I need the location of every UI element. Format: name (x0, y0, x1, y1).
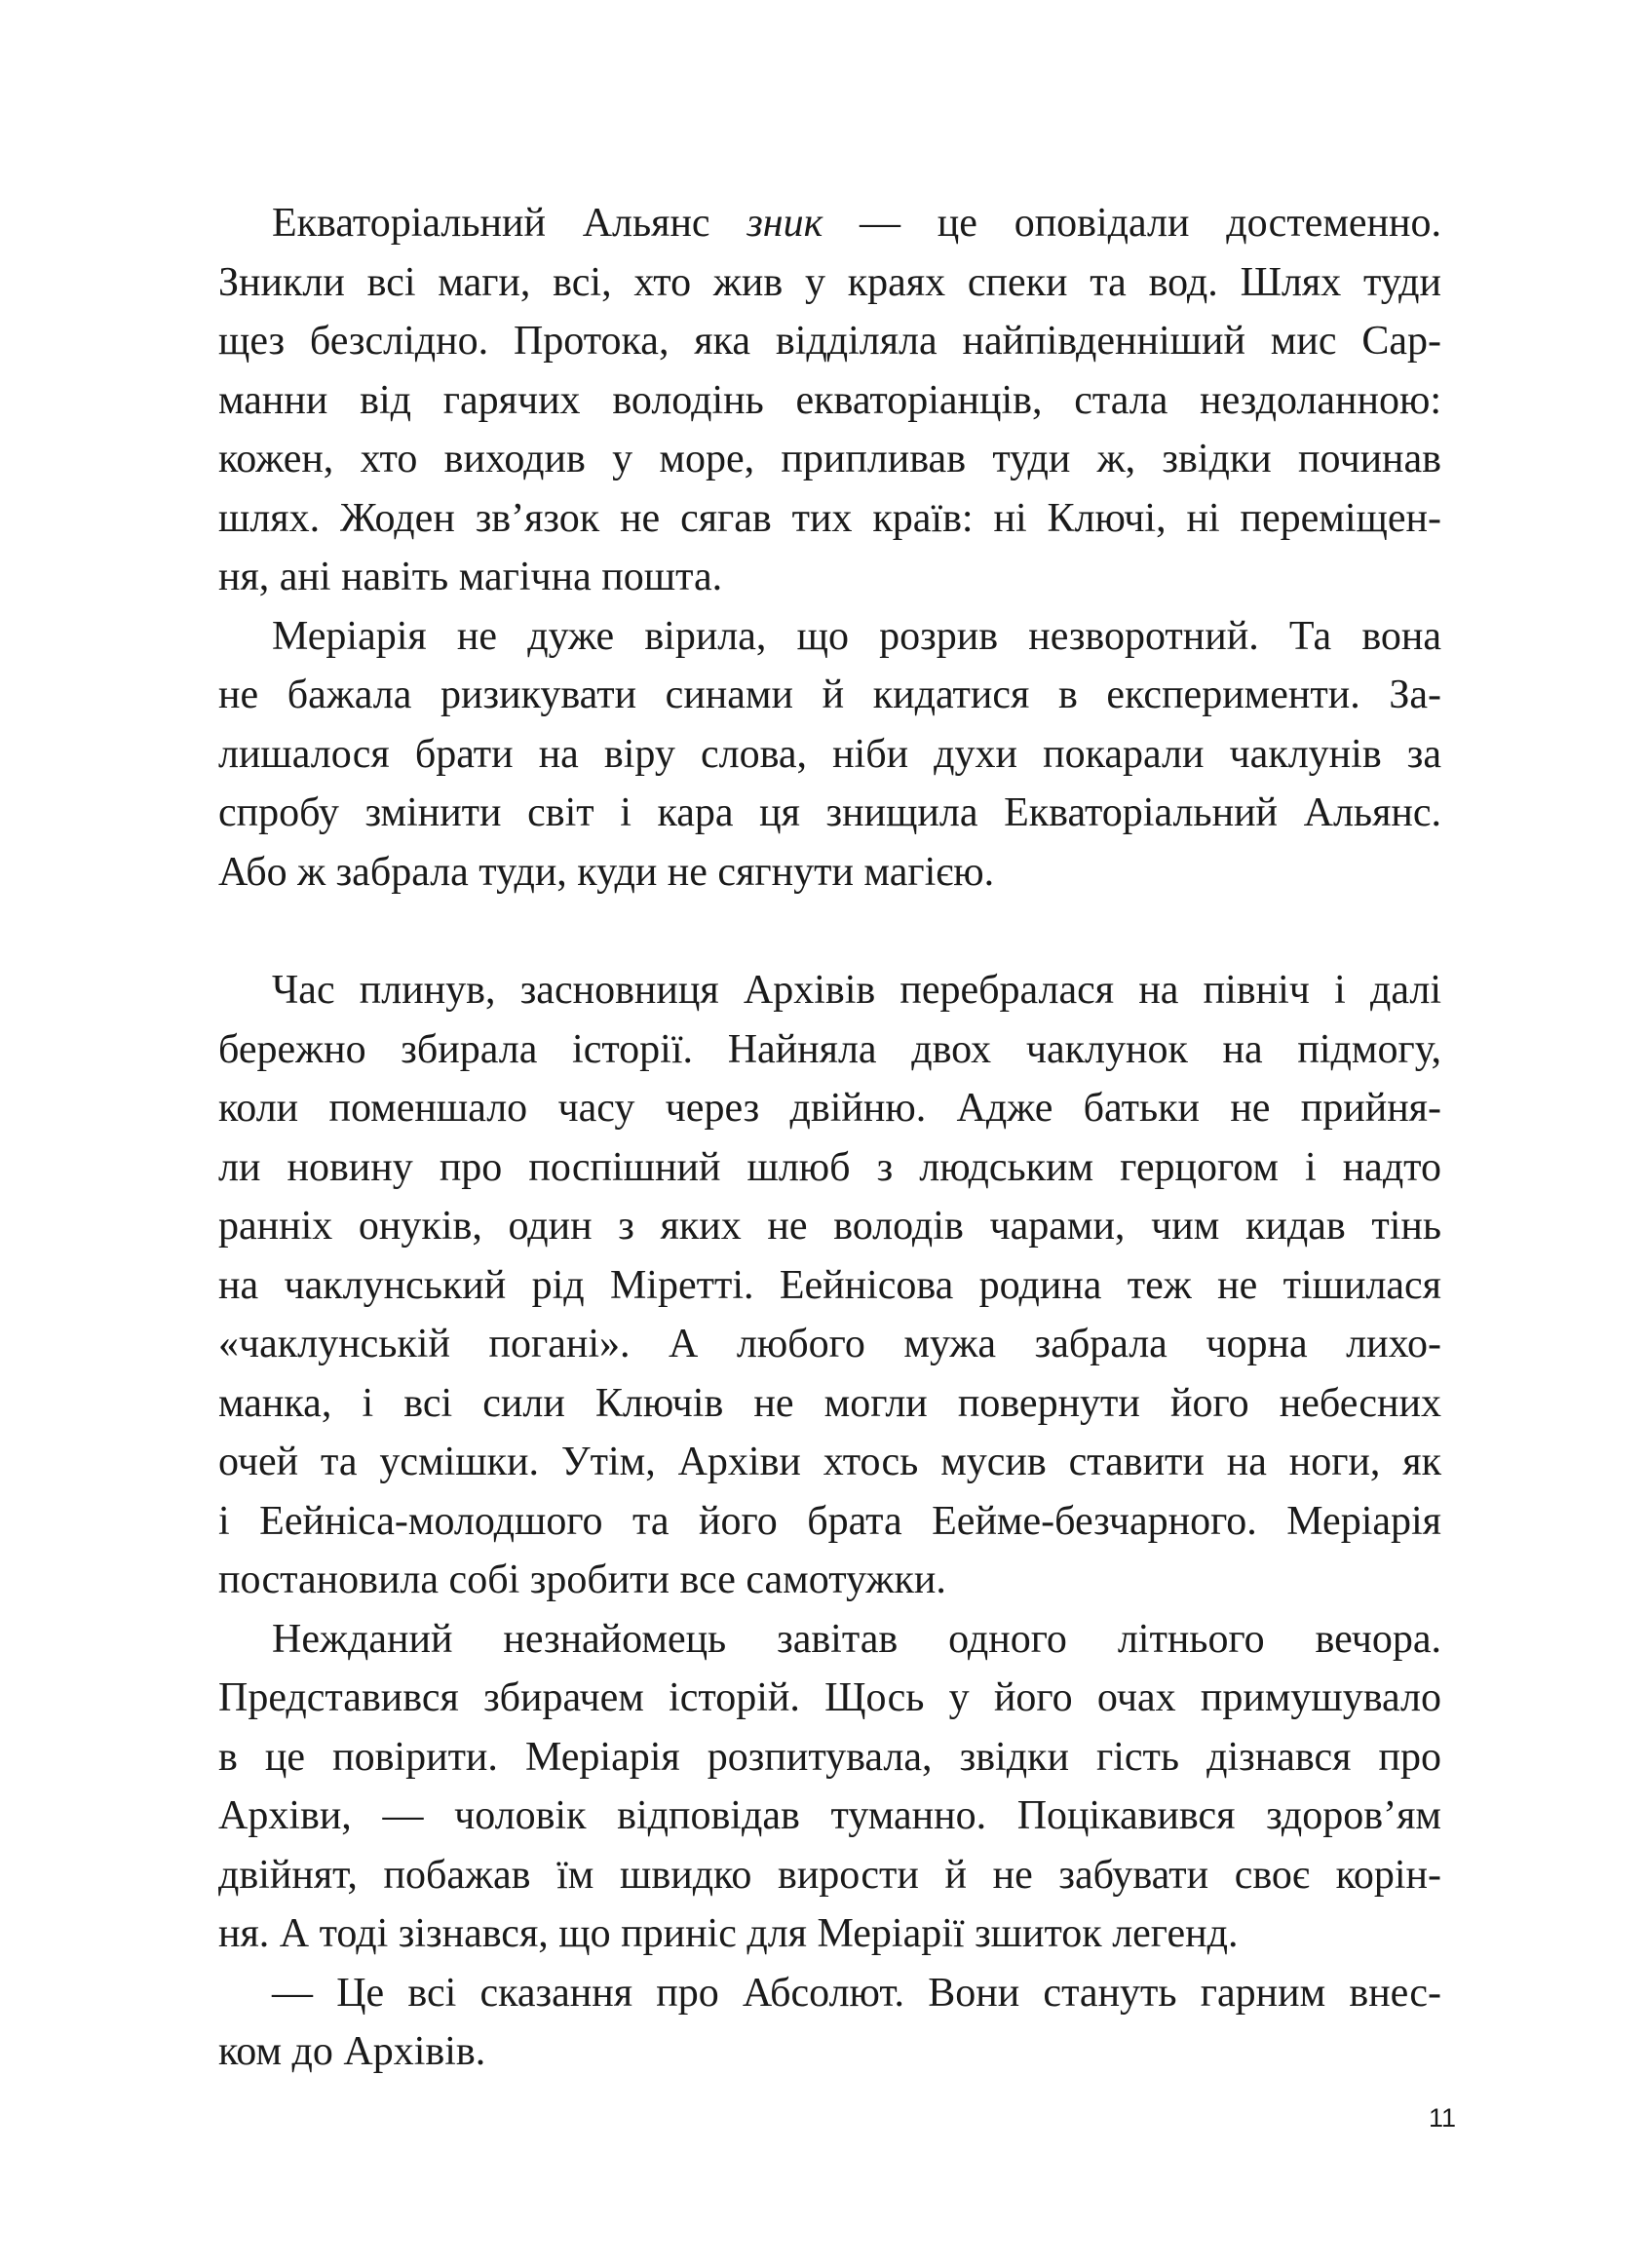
text-line: не бажала ризикувати синами й кидатися в експерименти. За- (218, 673, 1441, 717)
text-line: Архіви, — чоловік відповідав туманно. Поцікавився здоров’ям (218, 1793, 1441, 1838)
text-line: манка, і всі сили Ключів не могли повернути його небесних (218, 1380, 1441, 1426)
text-line: очей та усмішки. Утім, Архіви хтось мусив ставити на ноги, як (218, 1440, 1441, 1484)
text-line: Нежданий незнайомець завітав одного літнього вечора. (272, 1616, 1441, 1662)
text-line: Час плинув, засновниця Архівів перебралася на північ і далі (272, 968, 1441, 1013)
paragraph-2 (218, 607, 1441, 903)
text-line: ком до Архівів. (218, 2029, 486, 2074)
paragraph-4 (218, 1610, 1441, 1964)
text-line: спробу змінити світ і кара ця знищила Екваторіальний Альянс. (218, 790, 1441, 835)
paragraph-1 (218, 194, 1441, 607)
text-line: кожен, хто виходив у море, припливав туди ж, звідки починав (218, 437, 1441, 481)
text-line: і Еейніса-молодшого та його брата Еейме-безчарного. Меріарія (218, 1498, 1441, 1544)
text-line: «чаклунській погані». А любого мужа забрала чорна лихо- (218, 1322, 1441, 1366)
text-line: коли поменшало часу через двійню. Адже батьки не прийня- (218, 1086, 1441, 1131)
text-line: манни від гарячих володінь екваторіанців, стала нездоланною: (218, 377, 1441, 423)
text-line: Меріарія не дуже вірила, що розрив незворотний. Та вона (272, 613, 1441, 659)
paragraph-3 (218, 961, 1441, 1610)
text-line: Екваторіальний Альянс зник — це оповідали достеменно. (272, 201, 1441, 246)
text-line: ранніх онуків, один з яких не володів чарами, чим кидав тінь (218, 1204, 1441, 1249)
text-line: постановила собі зробити все самотужки. (218, 1557, 946, 1602)
page-body (218, 194, 1441, 2082)
text-line: бережно збирала історії. Найняла двох чаклунок на підмогу, (218, 1026, 1441, 1072)
text-line: Зникли всі маги, всі, хто жив у краях спеки та вод. Шлях туди (218, 259, 1441, 305)
paragraph-5 (218, 1964, 1441, 2082)
text-line: ня. А тоді зізнався, що приніс для Меріарії зшиток легенд. (218, 1911, 1239, 1956)
text-line: Або ж забрала туди, куди не сягнути магією. (218, 849, 995, 895)
text-line: на чаклунський рід Міретті. Еейнісова родина теж не тішилася (218, 1262, 1441, 1308)
text-line: щез безслідно. Протока, яка відділяла найпівденніший мис Сар- (218, 319, 1441, 364)
italic-word: зник (746, 201, 823, 246)
text-line: — Це всі сказання про Абсолют. Вони стануть гарним внес- (272, 1970, 1441, 2016)
text-line: ли новину про поспішний шлюб з людським герцогом і надто (218, 1144, 1441, 1190)
text-line: лишалося брати на віру слова, ніби духи покарали чаклунів за (218, 731, 1441, 777)
text-line: Представився збирачем історій. Щось у його очах примушувало (218, 1675, 1441, 1720)
text-line: двійнят, побажав їм швидко вирости й не забувати своє корін- (218, 1852, 1441, 1898)
page-number: 11 (1429, 2103, 1457, 2133)
text-line: ня, ані навіть магічна пошта. (218, 555, 723, 599)
text-line: в це повірити. Меріарія розпитувала, звідки гість дізнався про (218, 1734, 1441, 1780)
section-break (218, 902, 1441, 961)
text-line: шлях. Жоден зв’язок не сягав тих країв: ні Ключі, ні переміщен- (218, 495, 1441, 541)
